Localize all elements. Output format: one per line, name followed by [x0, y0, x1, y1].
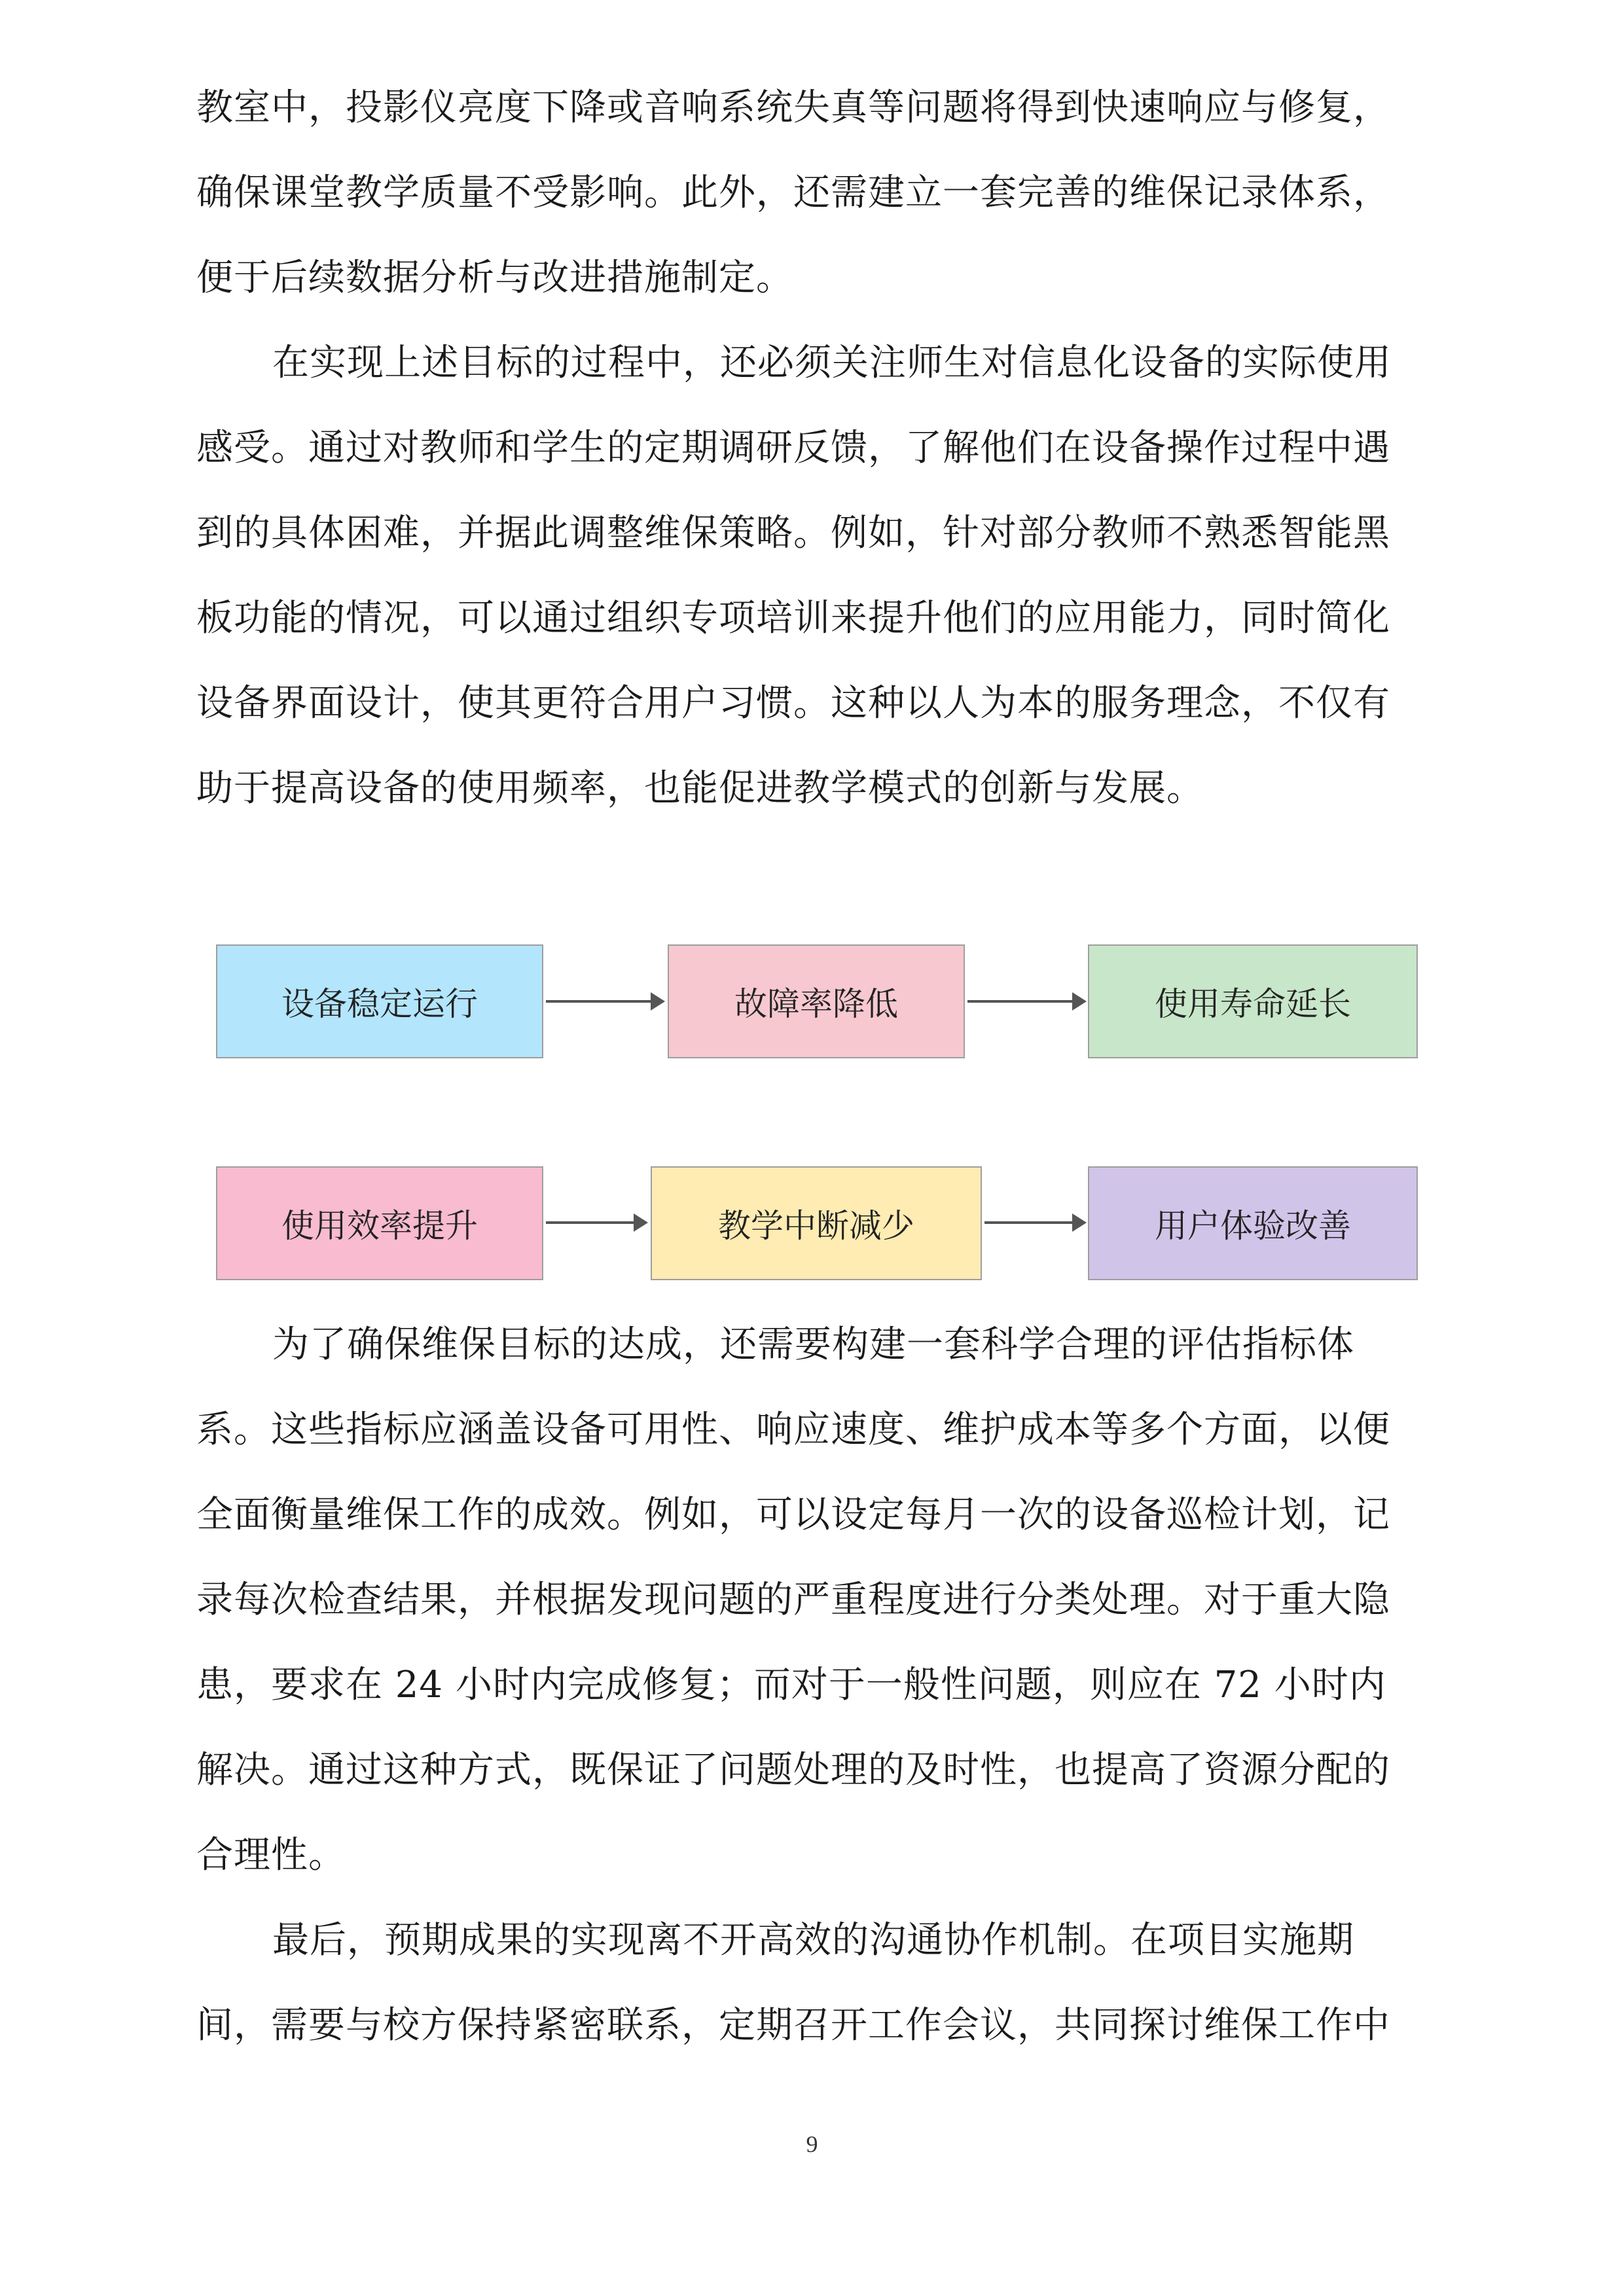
- body-text-line: 系。这些指标应涵盖设备可用性、响应速度、维护成本等多个方面，以便: [196, 1408, 1390, 1451]
- flow-node-stable-operation: [216, 944, 543, 1058]
- flow-node-label: 用户体验改善: [1155, 1207, 1351, 1245]
- flow-node-label: 设备稳定运行: [281, 985, 478, 1023]
- flow-arrow: [546, 1000, 662, 1003]
- body-text-line: 最后，预期成果的实现离不开高效的沟通协作机制。在项目实施期: [272, 1919, 1354, 1962]
- body-text-line: 教室中，投影仪亮度下降或音响系统失真等问题将得到快速响应与修复，: [196, 86, 1390, 129]
- body-text-line: 为了确保维保目标的达成，还需要构建一套科学合理的评估指标体: [272, 1323, 1354, 1366]
- body-text-line: 到的具体困难，并据此调整维保策略。例如，针对部分教师不熟悉智能黑: [196, 512, 1390, 554]
- body-text-line: 助于提高设备的使用频率，也能促进教学模式的创新与发展。: [196, 767, 1204, 810]
- text-block-top: [196, 65, 1427, 831]
- body-text-line: 间，需要与校方保持紧密联系，定期召开工作会议，共同探讨维保工作中: [196, 2004, 1390, 2047]
- body-text-line: 板功能的情况，可以通过组织专项培训来提升他们的应用能力，同时简化: [196, 597, 1390, 639]
- flow-arrow: [967, 1000, 1084, 1003]
- body-text-line: 在实现上述目标的过程中，还必须关注师生对信息化设备的实际使用: [272, 342, 1392, 384]
- flow-node-experience-improved: [1088, 1166, 1418, 1280]
- body-text-line: 录每次检查结果，并根据发现问题的严重程度进行分类处理。对于重大隐: [196, 1579, 1390, 1621]
- body-text-line: 解决。通过这种方式，既保证了问题处理的及时性，也提高了资源分配的: [196, 1749, 1390, 1791]
- body-text-line: 确保课堂教学质量不受影响。此外，还需建立一套完善的维保记录体系，: [196, 171, 1390, 214]
- body-text-line: 设备界面设计，使其更符合用户习惯。这种以人为本的服务理念，不仅有: [196, 682, 1390, 725]
- text-block-bottom: [196, 1302, 1427, 2068]
- flow-node-lifespan-extended: [1088, 944, 1418, 1058]
- page-number: 9: [806, 2131, 818, 2157]
- flow-arrow: [546, 1221, 645, 1224]
- flow-node-label: 使用寿命延长: [1155, 985, 1351, 1023]
- body-text-line: 便于后续数据分析与改进措施制定。: [196, 257, 793, 299]
- body-text-line: 合理性。: [196, 1834, 346, 1876]
- flow-arrow: [984, 1221, 1084, 1224]
- body-text-line: 感受。通过对教师和学生的定期调研反馈，了解他们在设备操作过程中遇: [196, 427, 1390, 469]
- flow-node-failure-rate-reduced: [668, 944, 965, 1058]
- flow-node-efficiency-improved: [216, 1166, 543, 1280]
- body-text-line: 全面衡量维保工作的成效。例如，可以设定每月一次的设备巡检计划，记: [196, 1494, 1390, 1536]
- flow-node-label: 教学中断减少: [718, 1207, 914, 1245]
- flow-node-label: 故障率降低: [734, 985, 898, 1023]
- flow-node-interruption-reduced: [651, 1166, 982, 1280]
- body-text-line: 患，要求在 24 小时内完成修复；而对于一般性问题，则应在 72 小时内: [196, 1664, 1386, 1706]
- flow-node-label: 使用效率提升: [281, 1207, 478, 1245]
